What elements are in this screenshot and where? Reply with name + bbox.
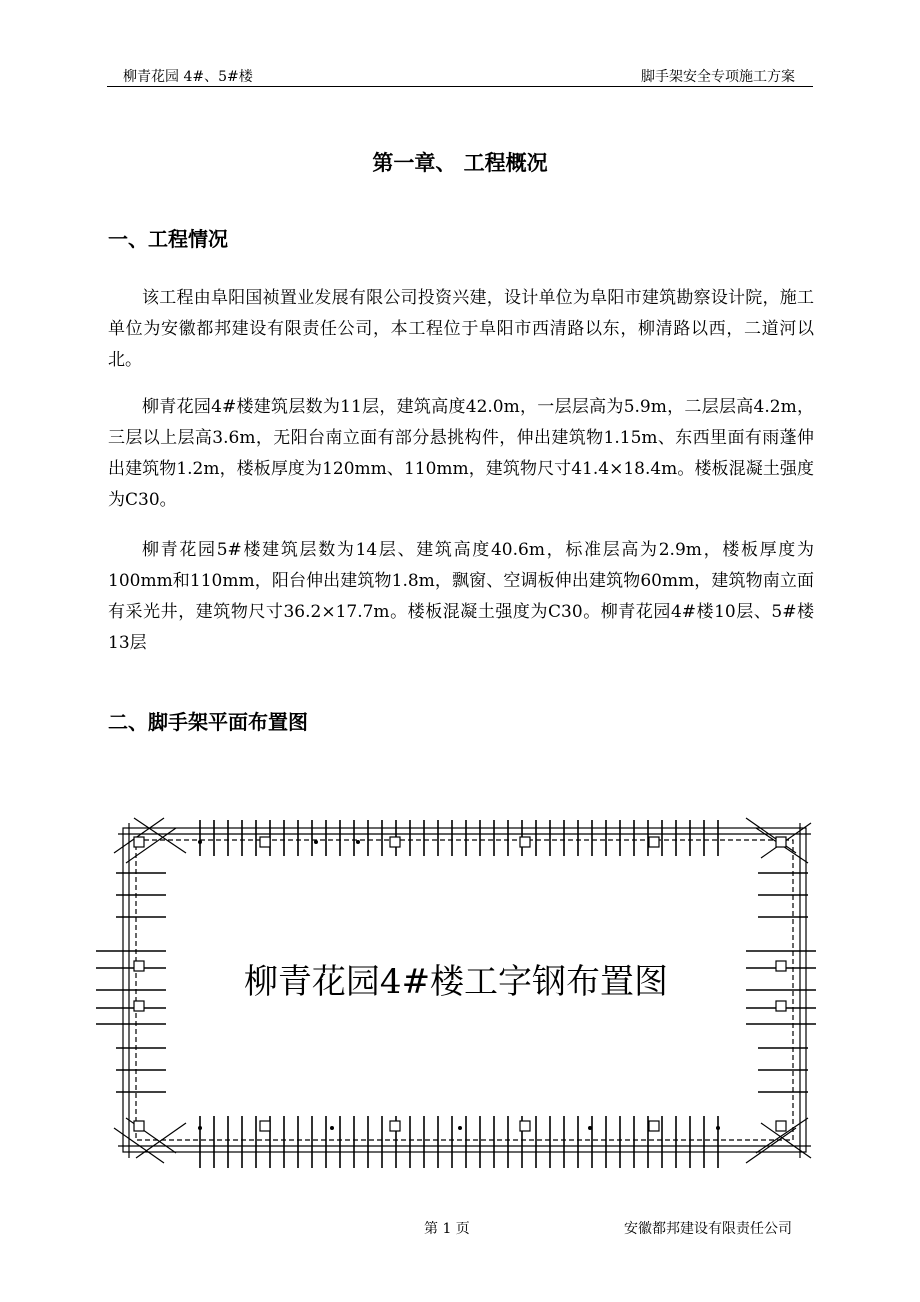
section-heading-project-overview: 一、工程情况 (108, 227, 228, 251)
footer-company-name: 安徽都邦建设有限责任公司 (624, 1221, 792, 1237)
header-document-title: 脚手架安全专项施工方案 (641, 69, 795, 85)
corner-brace (114, 818, 164, 853)
header-project-name: 柳青花园 4#、5#楼 (123, 69, 253, 85)
paragraph-building-4: 柳青花园4#楼建筑层数为11层，建筑高度42.0m，一层层高为5.9m，二层层高4.2m，三层以上层高3.6m，无阳台南立面有部分悬挑构件，伸出建筑物1.15m、东西里面有雨蓬伸出建筑物1.2m，楼板厚度为120mm、110mm，建筑物尺寸41.4×18.4m。楼板混凝土强度为C30。 (108, 397, 814, 510)
chapter-title: 第一章、 工程概况 (372, 150, 548, 175)
corner-brace (134, 818, 186, 853)
paragraph-building-5: 柳青花园5#楼建筑层数为14层、建筑高度40.6m，标准层高为2.9m，楼板厚度为100mm和110mm，阳台伸出建筑物1.8m，飘窗、空调板伸出建筑物60mm，建筑物南立面有采光井，建筑物尺寸36.2×17.7m。楼板混凝土强度为C30。柳青花园4#楼10层、5#楼13层 (108, 540, 814, 653)
footer-page-number: 第 1 页 (424, 1221, 470, 1237)
corner-brace (746, 818, 796, 853)
header-rule (107, 86, 813, 87)
paragraph-project-parties: 该工程由阜阳国祯置业发展有限公司投资兴建，设计单位为阜阳市建筑勘察设计院，施工单位为安徽都邦建设有限责任公司，本工程位于阜阳市西清路以东，柳清路以西，二道河以北。 (108, 288, 814, 370)
steel-beams-bottom (200, 1116, 718, 1168)
section-heading-layout-plan: 二、脚手架平面布置图 (108, 710, 308, 734)
scaffold-layout-drawing (96, 798, 816, 1178)
steel-beams-top (200, 820, 718, 856)
drawing-title: 柳青花园4#楼工字钢布置图 (243, 962, 669, 1002)
steel-beams-left (96, 873, 166, 1092)
